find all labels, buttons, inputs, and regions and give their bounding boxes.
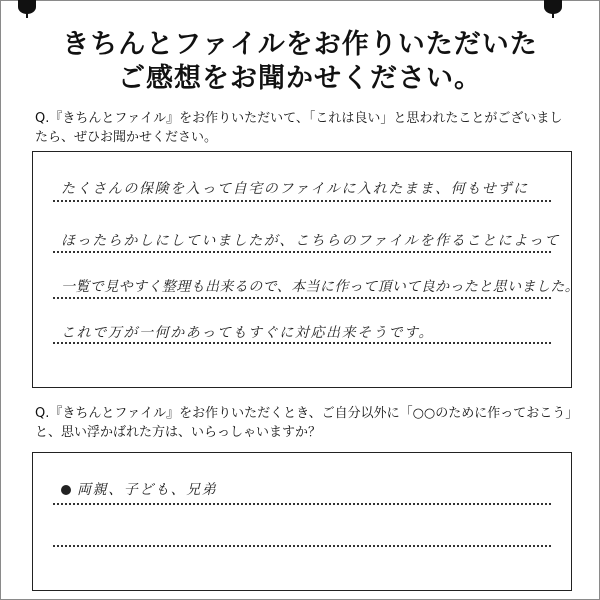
handwritten-answer-text: 両親、子ども、兄弟	[77, 482, 218, 498]
answer-rule	[53, 251, 551, 253]
handwritten-answer-line	[61, 479, 561, 499]
pushpin-icon	[544, 0, 562, 14]
answer-rule	[53, 200, 551, 202]
page-subtitle: ご感想をお聞かせください。	[118, 63, 482, 94]
answer-box-2	[32, 452, 572, 591]
answer-box-1	[32, 151, 580, 388]
page-title: きちんとファイルをお作りいただいた	[62, 29, 538, 60]
handwritten-answer-line: たくさんの保険を入って自宅のファイルに入れたまま、何もせずに	[61, 181, 529, 197]
pushpin-icon	[18, 0, 36, 14]
answer-rule	[53, 503, 551, 505]
handwritten-answer-line: これで万が一何かあってもすぐに対応出来そうです。	[61, 325, 435, 341]
question-1: Q.『きちんとファイル』をお作りいただいて、「これは良い」と思われたことがございましたら、ぜひお聞かせください。	[35, 111, 563, 145]
bullet-icon	[61, 485, 71, 495]
answer-rule	[53, 297, 551, 299]
question-2: Q.『きちんとファイル』をお作りいただくとき、ご自分以外に「○○のために作っておこう」と、思い浮かばれた方は、いらっしゃいますか？	[35, 406, 572, 440]
handwritten-answer-line: 一覧で見やすく整理も出来るので、本当に作って頂いて良かったと思いました。	[61, 279, 580, 295]
answer-rule	[53, 545, 551, 547]
answer-rule	[53, 342, 551, 344]
handwritten-answer-line: ほったらかしにしていましたが、こちらのファイルを作ることによって	[61, 233, 560, 249]
